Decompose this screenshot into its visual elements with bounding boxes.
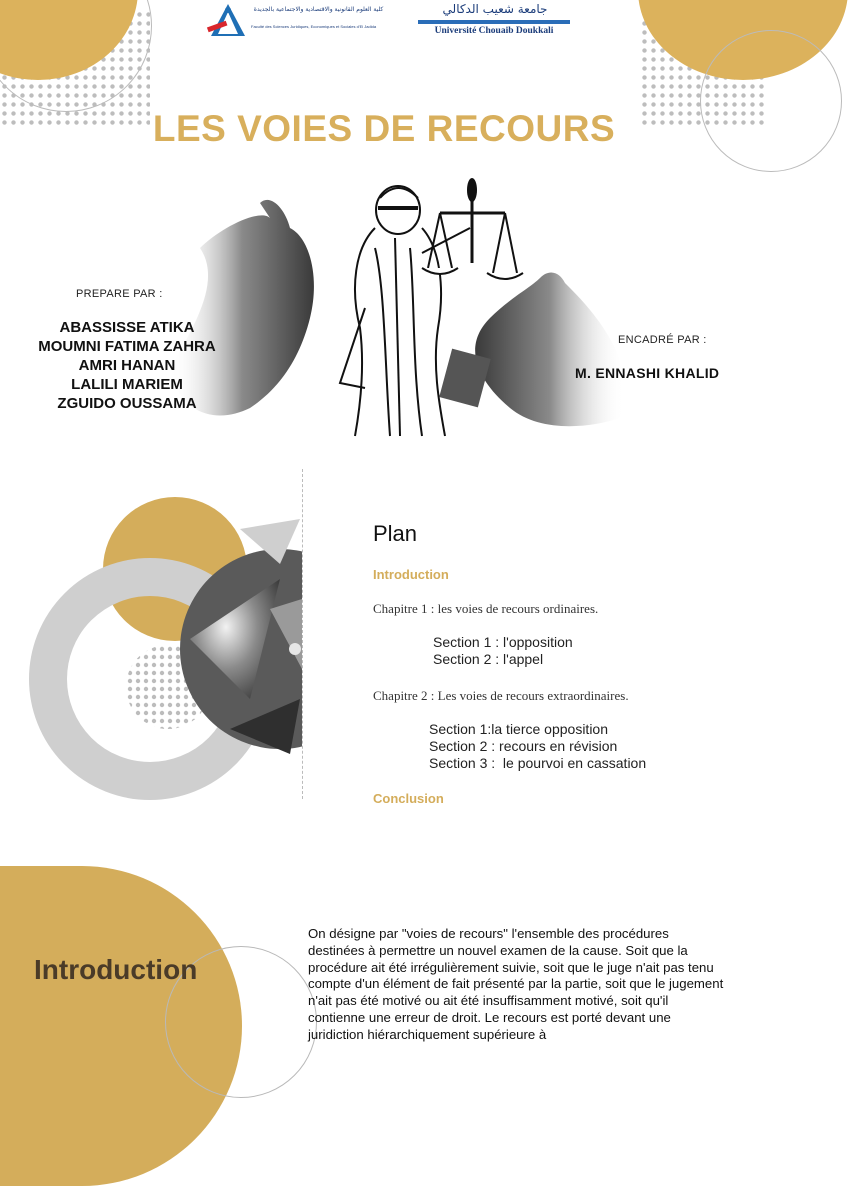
author-name: AMRI HANAN	[78, 357, 176, 374]
university-name: Université Chouaib Doukkali	[434, 26, 554, 36]
document-title: LES VOIES DE RECOURS	[152, 108, 616, 149]
faculty-name-arabic: كلية العلوم القانونية والاقتصادية والاجتماعية بالجديدة	[253, 6, 384, 13]
plan-conclusion: Conclusion	[373, 791, 444, 806]
plan-introduction: Introduction	[373, 567, 449, 582]
plan-slide	[0, 469, 768, 829]
law-book	[439, 349, 491, 408]
authors-list	[12, 318, 242, 413]
author-name: LALILI MARIEM	[71, 376, 183, 393]
chapter-2-sections	[429, 721, 646, 772]
faculty-emblem-icon	[205, 2, 251, 40]
plan-chapter-1: Chapitre 1 : les voies de recours ordinaires.	[373, 601, 599, 616]
lady-justice	[340, 186, 523, 436]
chapter-1-sections	[433, 634, 573, 668]
prepared-by-label: PREPARE PAR :	[76, 288, 163, 300]
university-name-arabic: جامعة شعيب الدكالي	[442, 2, 548, 16]
logo-stripe	[418, 20, 570, 24]
plan-chapter-2: Chapitre 2 : Les voies de recours extraordinaires.	[373, 688, 629, 703]
author-name: ABASSISSE ATIKA	[59, 319, 195, 336]
section-item: Section 2 : l'appel	[433, 651, 544, 667]
section-item: Section 1:la tierce opposition	[429, 721, 608, 737]
section-item: Section 2 : recours en révision	[429, 738, 618, 754]
plan-decoration	[30, 469, 305, 829]
faculty-name-french: Faculté des Sciences Juridiques, Economiques et Sociales d'El Jadida	[251, 24, 377, 29]
introduction-text: On désigne par "voies de recours" l'ensemble des procédures destinées à permettre un nouvel examen de la cause. Soit que la procédure ait été irrégulièrement suivie, soit que le juge n'ait pas tenu compte d'un élément de fait présenté par la partie, soit que le jugement n'ait pas été motivé ou ait été insuffisamment motivé, soit qu'il contienne une erreur de droit. Le recours est porté devant une juridiction hiérarchiquement supérieure à	[308, 926, 724, 1042]
faculty-logo	[205, 2, 385, 42]
dashed-divider	[302, 469, 303, 799]
university-logo	[412, 0, 587, 46]
supervised-by-label: ENCADRÉ PAR :	[618, 334, 707, 346]
torch-flame	[467, 178, 477, 202]
section-item: Section 3 : le pourvoi en cassation	[429, 755, 647, 771]
introduction-slide	[0, 866, 768, 1042]
author-name: MOUMNI FATIMA ZAHRA	[38, 338, 216, 355]
cover-slide	[0, 0, 768, 436]
plan-title: Plan	[373, 521, 418, 546]
introduction-title: Introduction	[34, 954, 198, 985]
right-hand	[475, 273, 624, 427]
decor-arc-right	[700, 30, 842, 172]
author-name: ZGUIDO OUSSAMA	[57, 395, 197, 412]
supervisor-name: M. ENNASHI KHALID	[575, 365, 720, 381]
section-item: Section 1 : l'opposition	[433, 634, 573, 650]
